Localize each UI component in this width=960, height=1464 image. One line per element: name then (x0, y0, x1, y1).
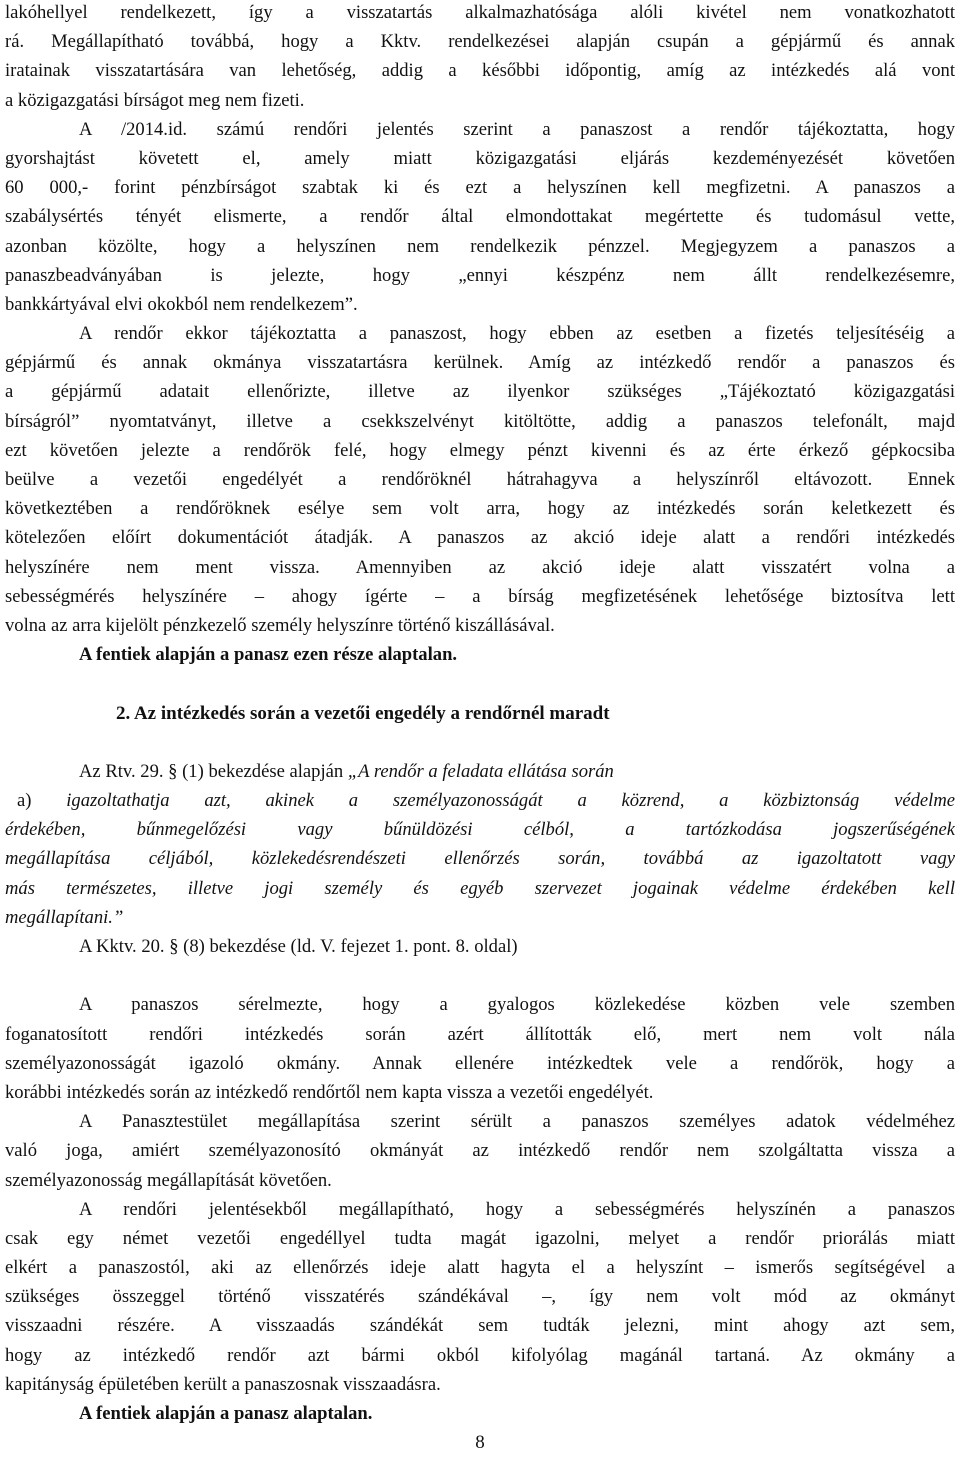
text-line: lakóhellyel rendelkezett, így a visszatartás alkalmazhatósága alóli kivétel nem vonatkozhatott (5, 2, 955, 23)
text-line: megállapítani.” (5, 906, 124, 928)
text-line (5, 786, 955, 815)
text-line: foganatosított rendőri intézkedés során azért állították elő, mert nem volt nála (5, 1023, 955, 1045)
spacer (5, 728, 955, 757)
legal-intro: Az Rtv. 29. § (1) bekezdése alapján (79, 760, 344, 782)
text-line: csak egy német vezetői engedéllyel tudta magát igazolni, melyet a rendőr priorálás miatt (5, 1227, 955, 1249)
text-line: elkért a panaszostól, aki az ellenőrzés ideje alatt hagyta el a helyszínt – ismerős segítségével a (5, 1257, 955, 1279)
spacer (5, 961, 955, 990)
text-line: iratainak visszatartására van lehetőség, addig a későbbi időpontig, amíg az intézkedés alá vont (5, 60, 955, 82)
spacer (5, 669, 955, 698)
text-line: kapitányság épületében került a panaszosnak visszaadásra. (5, 1373, 441, 1395)
quote-text: igazoltathatja azt, akinek a személyazonosságát a közrend, a közbiztonság védelme (66, 790, 955, 812)
text-line: személyazonosságát igazoló okmány. Annak ellenére intézkedtek vele a rendőrök, hogy a (5, 1052, 955, 1074)
text-line: bankkártyával elvi okokból nem rendelkezem”. (5, 293, 358, 315)
paragraph (5, 1195, 955, 1399)
text-line: A rendőri jelentésekből megállapítható, hogy a sebességmérés helyszínén a panaszos (79, 1198, 955, 1220)
text-line: szabálysértés tényét elismerte, a rendőr által elmondottakat megértette és tudomásul vette, (5, 206, 955, 228)
legal-reference: A Kktv. 20. § (8) bekezdése (ld. V. fejezet 1. pont. 8. oldal) (79, 936, 518, 957)
text-line: visszaadni részére. A visszaadás szándékát sem tudták jelezni, mint ahogy azt sem, (5, 1315, 955, 1337)
text-line: sebességmérés helyszínére – ahogy ígérte – a bírság megfizetésének lehetősége biztosítva lett (5, 585, 955, 607)
text-line: korábbi intézkedés során az intézkedő rendőrtől nem kapta vissza a vezetői engedélyét. (5, 1081, 654, 1103)
conclusion: A fentiek alapján a panasz alaptalan. (79, 1403, 373, 1424)
text-line: rá. Megállapítható továbbá, hogy a Kktv. rendelkezései alapján csupán a gépjármű és annak (5, 31, 955, 53)
text-line: szükséges összeggel történő visszatérés szándékával –, így nem volt mód az okmányt (5, 1286, 955, 1308)
legal-quote-start: „A rendőr a feladata ellátása során (347, 760, 614, 782)
text-line: más természetes, illetve jogi személy és egyéb szervezet jogainak védelme érdekében kell (5, 877, 955, 899)
text-line: 60 000,- forint pénzbírságot szabtak ki és ezt a helyszínen kell megfizetni. A panaszos a (5, 177, 955, 199)
paragraph (5, 990, 955, 1107)
text-line: személyazonosság megállapítását követően. (5, 1169, 332, 1191)
text-line: való joga, amiért személyazonosító okmányát az intézkedő rendőr nem szolgáltatta vissza a (5, 1140, 955, 1162)
section-heading: 2. Az intézkedés során a vezetői engedély a rendőrnél maradt (116, 702, 610, 724)
text-line: kötelezően előírt dokumentációt átadják. A panaszos az akció ideje alatt a rendőri intézkedés (5, 527, 955, 549)
text-line: érdekében, bűnmegelőzési vagy bűnüldözési célból, a tartózkodása jogszerűségének (5, 819, 955, 841)
text-line: A Panasztestület megállapítása szerint sérült a panaszos személyes adatok védelméhez (79, 1111, 955, 1133)
legal-quote (5, 786, 955, 932)
text-line: A rendőr ekkor tájékoztatta a panaszost, hogy ebben az esetben a fizetés teljesítéséig a (79, 323, 955, 345)
text-line: ezt követően jelezte a rendőrök felé, hogy elmegy pénzt kivenni és az érte érkező gépkocsiba (5, 439, 955, 461)
text-line: következtében a rendőröknek esélye sem volt arra, hogy az intézkedés során keletkezett és (5, 498, 955, 520)
text-line: panaszbeadványában is jelezte, hogy „ennyi készpénz nem állt rendelkezésemre, (5, 264, 955, 286)
list-marker: a) (17, 790, 32, 812)
text-line: azonban közölte, hogy a helyszínen nem rendelkezik pénzzel. Megjegyzem a panaszos a (5, 235, 955, 257)
text-line: a gépjármű adatait ellenőrizte, illetve az ilyenkor szükséges „Tájékoztató közigazgatási (5, 381, 955, 403)
paragraph (5, 115, 955, 319)
legal-reference (5, 757, 955, 786)
text-line: A /2014.id. számú rendőri jelentés szerint a panaszost a rendőr tájékoztatta, hogy (79, 118, 955, 140)
text-line: A panaszos sérelmezte, hogy a gyalogos közlekedése közben vele szemben (79, 994, 955, 1016)
text-line: bírságról” nyomtatványt, illetve a csekkszelvényt kitöltötte, addig a panaszos telefonált, majd (5, 410, 955, 432)
text-line: hogy az intézkedő rendőr azt bármi okból kifolyólag magánál tartaná. Az okmány a (5, 1344, 955, 1366)
conclusion: A fentiek alapján a panasz ezen része alaptalan. (79, 644, 458, 666)
text-line: gyorshajtást követett el, amely miatt közigazgatási eljárás kezdeményezését követően (5, 147, 955, 169)
text-line: megállapítása céljából, közlekedésrendészeti ellenőrzés során, továbbá az igazoltatott vagy (5, 848, 955, 870)
document-page (5, 0, 955, 1428)
text-line: a közigazgatási bírságot meg nem fizeti. (5, 89, 305, 111)
text-line: beülve a vezetői engedélyét a rendőröknél hátrahagyva a helyszínről eltávozott. Ennek (5, 469, 955, 490)
paragraph (5, 0, 955, 115)
page-number: 8 (475, 1432, 485, 1453)
paragraph (5, 319, 955, 640)
paragraph (5, 1107, 955, 1195)
text-line: volna az arra kijelölt pénzkezelő személy helyszínre történő kiszállásával. (5, 614, 555, 636)
text-line: gépjármű és annak okmánya visszatartásra kerülnek. Amíg az intézkedő rendőr a panaszos és (5, 352, 955, 374)
text-line: helyszínére nem ment vissza. Amennyiben az akció ideje alatt visszatért volna a (5, 556, 955, 578)
